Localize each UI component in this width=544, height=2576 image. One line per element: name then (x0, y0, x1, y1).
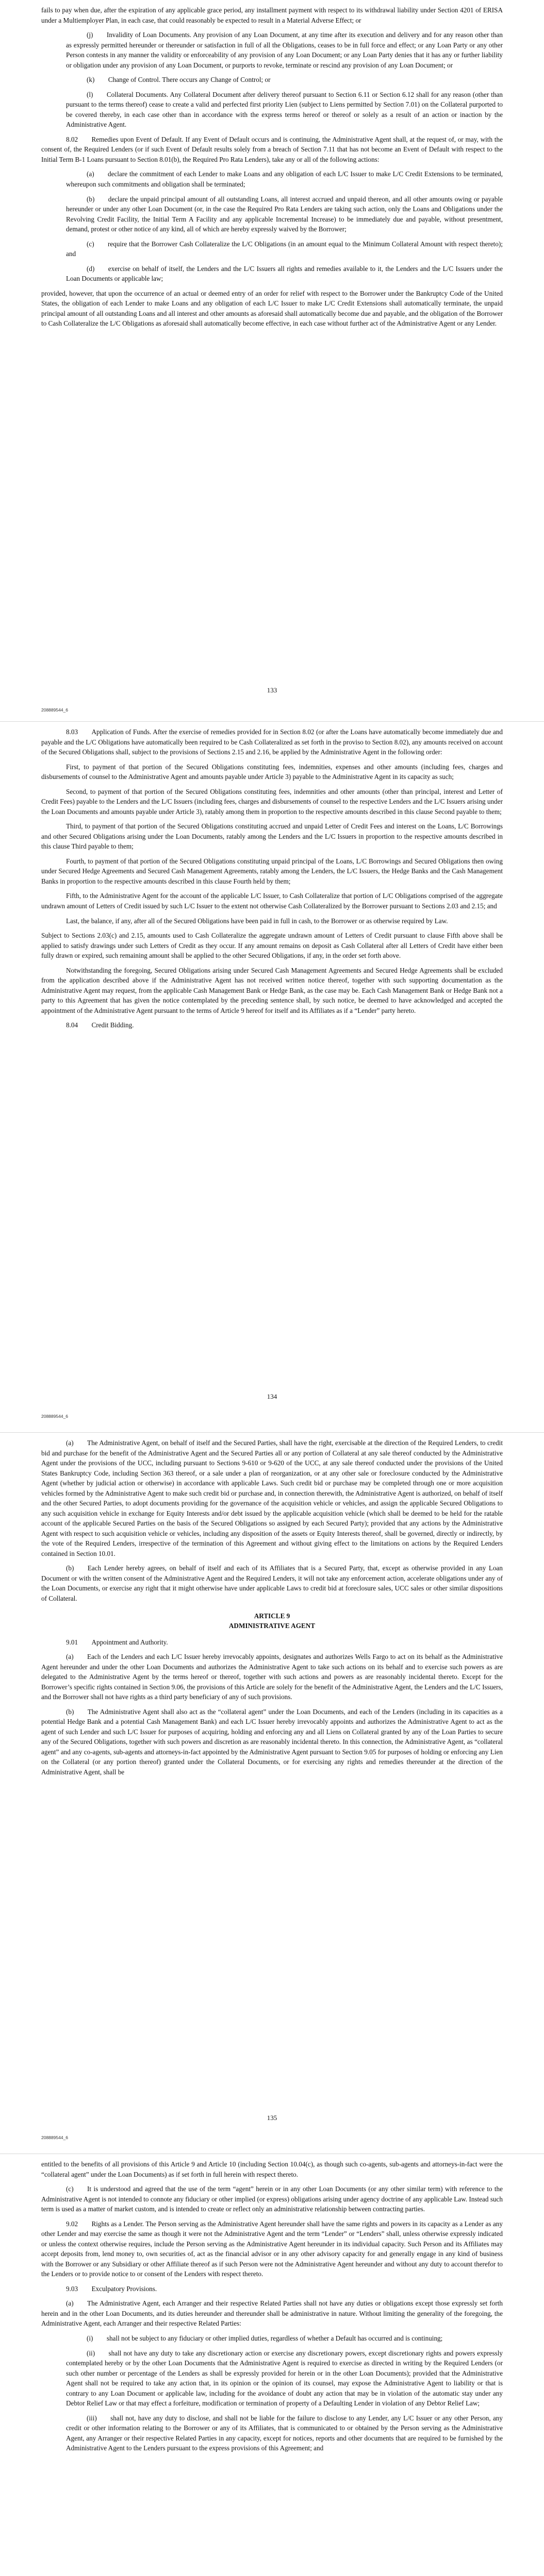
paragraph: (l) Collateral Documents. Any Collateral Document after delivery thereof pursuant to Section 6.11 or Section 6.12 shall for any reason (other than pursuant to the terms thereof) cease to create a valid and perfected first priority Lien (subject to Liens permitted by Section 7.01) on the Collateral purported to be covered thereby, in each case other than in accordance with the express terms hereof or thereof or solely as a result of an action or inaction by the Administrative Agent. (66, 90, 503, 129)
section-paragraph: 8.03 Application of Funds. After the exercise of remedies provided for in Section 8.02 (or after the Loans have automatically become immediately due and payable and the L/C Obligations have automatically been required to be Cash Collateralized as set forth in the proviso to Section 8.02), any amounts received on account of the Secured Obligations shall, subject to the provisions of Sections 2.15 and 2.16, be applied by the Administrative Agent in the following order: (41, 728, 503, 756)
paragraph: provided, however, that upon the occurrence of an actual or deemed entry of an order for relief with respect to the Borrower under the Bankruptcy Code of the United States, the obligation of each Lender to make Loans and any obligation of each L/C Issuer to make L/C Credit Extensions shall automatically terminate, the unpaid principal amount of all outstanding Loans and all interest and other amounts as aforesaid shall automatically become due and payable, and the obligation of the Borrower to Cash Collateralize the L/C Obligations as aforesaid shall automatically become effective, in each case without further act of the Administrative Agent or any Lender. (41, 289, 503, 328)
article-number: ARTICLE 9 (254, 1612, 290, 1620)
paragraph: (b) declare the unpaid principal amount of all outstanding Loans, all interest accrued and unpaid thereon, and all other amounts owing or payable hereunder or under any other Loan Document (or, in the case the Required Pro Rata Lenders are taking such action, only the Loans and Obligations under the Revolving Credit Facility, the Initial Term A Facility and any applicable Incremental Increase) to be immediately due and payable, without presentment, demand, protest or other notice of any kind, all of which are hereby expressly waived by the Borrower; (66, 195, 503, 233)
paragraph: (a) The Administrative Agent, on behalf of itself and the Secured Parties, shall have the right, exercisable at the direction of the Required Lenders, to credit bid and purchase for the benefit of the Administrative Agent and the Secured Parties all or any portion of Collateral at any sale thereof conducted by the Administrative Agent under the provisions of the UCC, including pursuant to Sections 9-610 or 9-620 of the UCC, at any sale thereof conducted under the provisions of the United States Bankruptcy Code, including Section 363 thereof, or a sale under a plan of reorganization, or at any other sale or foreclosure conducted by the Administrative Agent (whether by judicial action or otherwise) in accordance with applicable Laws. Such credit bid or purchase may be completed through one or more acquisition vehicles formed by the Administrative Agent to make such credit bid or purchase and, in connection therewith, the Administrative Agent is authorized, on behalf of itself and the other Secured Parties, to adopt documents providing for the governance of the acquisition vehicle or vehicles, and assign the applicable Secured Obligations to any such acquisition vehicle in exchange for Equity Interests and/or debt issued by the applicable acquisition vehicle (which shall be deemed to be held for the ratable account of the applicable Secured Parties on the basis of the Secured Obligations so assigned by each Secured Party); provided that any actions by the Administrative Agent with respect to such acquisition vehicle or vehicles, including any disposition of the assets or Equity Interests thereof, shall be governed, directly or indirectly, by the vote of the Required Lenders, irrespective of the termination of this Agreement and without giving effect to the limitations on actions by the Required Lenders contained in Section 10.01. (41, 1439, 503, 1557)
paragraph: Fifth, to the Administrative Agent for the account of the applicable L/C Issuer, to Cash Collateralize that portion of L/C Obligations comprised of the aggregate undrawn amount of Letters of Credit issued by such L/C Issuer to the extent not otherwise Cash Collateralized by the Borrower pursuant to Sections 2.03 and 2.15; and (41, 892, 503, 910)
paragraph: (b) Each Lender hereby agrees, on behalf of itself and each of its Affiliates that is a Secured Party, that, except as otherwise provided in any Loan Document or with the written consent of the Administrative Agent and the Required Lenders, it will not take any enforcement action, accelerate obligations under any of the Loan Documents, or exercise any right that it might otherwise have under applicable Laws to credit bid at foreclosure sales, UCC sales or other similar dispositions of Collateral. (41, 1564, 503, 1602)
page-number: 135 (267, 2114, 277, 2122)
paragraph: (a) declare the commitment of each Lender to make Loans and any obligation of each L/C Issuer to make L/C Credit Extensions to be terminated, whereupon such commitments and obligation shall be terminated; (66, 170, 503, 188)
page-number: 134 (267, 1393, 277, 1400)
paragraph: (j) Invalidity of Loan Documents. Any provision of any Loan Document, at any time after its execution and delivery and for any reason other than as expressly permitted hereunder or thereunder or satisfaction in full of all the Obligations, ceases to be in full force and effect; or any Loan Party or any other Person contests in any manner the validity or enforceability of any provision of any Loan Document; or any Loan Party denies that it has any or further liability or obligation under any provision of any Loan Document, or purports to revoke, terminate or rescind any provision of any Loan Document; or (66, 31, 503, 69)
section-paragraph: 8.02 Remedies upon Event of Default. If any Event of Default occurs and is continuing, the Administrative Agent shall, at the request of, or may, with the consent of, the Required Lenders (or if such Event of Default results solely from a breach of Section 7.11 that has not become an Event of Default with respect to the Initial Term B-1 Loans pursuant to Section 8.01(b), the Required Pro Rata Lenders), take any or all of the following actions: (41, 135, 503, 163)
article-title: ADMINISTRATIVE AGENT (228, 1622, 316, 1630)
paragraph: (k) Change of Control. There occurs any Change of Control; or (87, 76, 271, 84)
paragraph: Third, to payment of that portion of the Secured Obligations constituting accrued and unpaid Letter of Credit Fees and interest on the Loans, L/C Borrowings and other Secured Obligations arising under the Loan Documents, ratably among the Lenders and the L/C Issuers in proportion to the respective amounts described in this clause Third payable to them; (41, 822, 503, 851)
page-number: 133 (267, 686, 277, 694)
section-heading: 9.03 Exculpatory Provisions. (66, 2284, 157, 2293)
paragraph: Fourth, to payment of that portion of the Secured Obligations constituting unpaid principal of the Loans, L/C Borrowings and Secured Obligations then owing under Secured Hedge Agreements and Secured Cash Management Agreements, ratably among the Lenders, the L/C Issuers, the Hedge Banks and the Cash Management Banks in proportion to the respective amounts described in this clause Fourth held by them; (41, 857, 503, 885)
page-134 (0, 721, 544, 1432)
paragraph: entitled to the benefits of all provisions of this Article 9 and Article 10 (including Section 10.04(c), as though such co-agents, sub-agents and attorneys-in-fact were the “collateral agent” under the Loan Documents) as if set forth in full herein with respect thereto. (41, 2160, 503, 2178)
paragraph: (i) shall not be subject to any fiduciary or other implied duties, regardless of whether a Default has occurred and is continuing; (87, 2334, 443, 2342)
paragraph: (c) require that the Borrower Cash Collateralize the L/C Obligations (in an amount equal to the Minimum Collateral Amount with respect thereto); and (66, 240, 503, 258)
doc-id: 208889544_6 (41, 707, 69, 713)
section-heading: 9.01 Appointment and Authority. (66, 1638, 168, 1646)
paragraph: (iii) shall not, have any duty to disclose, and shall not be liable for the failure to disclose to any Lender, any L/C Issuer or any other Person, any credit or other information relating to the Borrower or any of its Affiliates, that is communicated to or obtained by the Person serving as the Administrative Agent, any Arranger or their respective Related Parties in any capacity, except for notices, reports and other documents that are required to be furnished by the Administrative Agent to the Lenders pursuant to the express provisions of this Agreement; and (66, 2414, 503, 2452)
paragraph: (c) It is understood and agreed that the use of the term “agent” herein or in any other Loan Documents (or any other similar term) with reference to the Administrative Agent is not intended to connote any fiduciary or other implied (or express) obligations arising under agency doctrine of any applicable Law. Instead such term is used as a matter of market custom, and is intended to create or reflect only an administrative relationship between contracting parties. (41, 2185, 503, 2213)
paragraph: Last, the balance, if any, after all of the Secured Obligations have been paid in full in cash, to the Borrower or as otherwise required by Law. (66, 917, 448, 925)
paragraph: fails to pay when due, after the expiration of any applicable grace period, any installment payment with respect to its withdrawal liability under Section 4201 of ERISA under a Multiemployer Plan, in each case, that could reasonably be expected to result in a Material Adverse Effect; or (41, 6, 503, 24)
doc-id: 208889544_6 (41, 1414, 69, 1419)
paragraph: Second, to payment of that portion of the Secured Obligations constituting fees, indemnities and other amounts (other than principal, interest and Letter of Credit Fees) payable to the Lenders and the L/C Issuers (including fees, charges and disbursements of counsel to the respective Lenders and the L/C Issuers arising under the Loan Documents and amounts payable under Article 3), ratably among them in proportion to the respective amounts described in this clause Second payable to them; (41, 787, 503, 816)
paragraph: (a) Each of the Lenders and each L/C Issuer hereby irrevocably appoints, designates and authorizes Wells Fargo to act on its behalf as the Administrative Agent hereunder and under the other Loan Documents and authorizes the Administrative Agent to take such actions on its behalf and to exercise such powers as are delegated to the Administrative Agent by the terms hereof or thereof, together with such actions and powers as are reasonably incidental thereto. Except for the Borrower’s specific rights contained in Section 9.06, the provisions of this Article are solely for the benefit of the Administrative Agent, the Lenders and the L/C Issuers, and the Borrower shall not have rights as a third party beneficiary of any of such provisions. (41, 1653, 503, 1701)
page-136 (0, 2154, 544, 2576)
paragraph: (a) The Administrative Agent, each Arranger and their respective Related Parties shall not have any duties or obligations except those expressly set forth herein and in the other Loan Documents, and its duties hereunder and thereunder shall be administrative in nature. Without limiting the generality of the foregoing, the Administrative Agent, each Arranger and their respective Related Parties: (41, 2299, 503, 2328)
section-heading: 8.04 Credit Bidding. (66, 1021, 134, 1029)
paragraph: (ii) shall not have any duty to take any discretionary action or exercise any discretionary powers, except discretionary rights and powers expressly contemplated hereby or by the other Loan Documents that the Administrative Agent is required to exercise as directed in writing by the Required Lenders (or such other number or percentage of the Lenders as shall be expressly provided for herein or in the other Loan Documents); provided that the Administrative Agent shall not be required to take any action that, in its opinion or the opinion of its counsel, may expose the Administrative Agent to liability or that is contrary to any Loan Document or applicable law, including for the avoidance of doubt any action that may be in violation of the automatic stay under any Debtor Relief Law or that may effect a forfeiture, modification or termination of property of a Defaulting Lender in violation of any Debtor Relief Law; (66, 2349, 503, 2408)
article-heading (41, 1611, 503, 1631)
doc-id: 208889544_6 (41, 2135, 69, 2140)
paragraph: First, to payment of that portion of the Secured Obligations constituting fees, indemnities, expenses and other amounts (including fees, charges and disbursements of counsel to the Administrative Agent and amounts payable under Article 3) payable to the Administrative Agent in its capacity as such; (41, 762, 503, 781)
page-133 (0, 0, 544, 721)
paragraph: (d) exercise on behalf of itself, the Lenders and the L/C Issuers all rights and remedies available to it, the Lenders and the L/C Issuers under the Loan Documents or applicable law; (66, 264, 503, 283)
paragraph: (b) The Administrative Agent shall also act as the “collateral agent” under the Loan Documents, and each of the Lenders (including in its capacities as a potential Hedge Bank and a potential Cash Management Bank) and each L/C Issuer hereby irrevocably appoints and authorizes the Administrative Agent to act as the agent of such Lender and such L/C Issuer for purposes of acquiring, holding and enforcing any and all Liens on Collateral granted by any of the Loan Parties to secure any of the Secured Obligations, together with such powers and discretion as are reasonably incidental thereto. In this connection, the Administrative Agent, as “collateral agent” and any co-agents, sub-agents and attorneys-in-fact appointed by the Administrative Agent pursuant to Section 9.05 for purposes of holding or enforcing any Lien on the Collateral (or any portion thereof) granted under the Collateral Documents, or for exercising any rights and remedies thereunder at the direction of the Administrative Agent, shall be (41, 1707, 503, 1776)
section-paragraph: 9.02 Rights as a Lender. The Person serving as the Administrative Agent hereunder shall have the same rights and powers in its capacity as a Lender as any other Lender and may exercise the same as though it were not the Administrative Agent and the term “Lender” or “Lenders” shall, unless otherwise expressly indicated or unless the context otherwise requires, include the Person serving as the Administrative Agent hereunder in its individual capacity. Such Person and its Affiliates may accept deposits from, lend money to, own securities of, act as the financial advisor or in any other advisory capacity for and generally engage in any kind of business with the Borrower or any Subsidiary or other Affiliate thereof as if such Person were not the Administrative Agent hereunder and without any duty to account therefor to the Lenders or to provide notice to or consent of the Lenders with respect thereto. (41, 2219, 503, 2278)
paragraph: Notwithstanding the foregoing, Secured Obligations arising under Secured Cash Management Agreements and Secured Hedge Agreements shall be excluded from the application described above if the Administrative Agent has not received written notice thereof, together with such supporting documentation as the Administrative Agent may request, from the applicable Cash Management Bank or Hedge Bank, as the case may be. Each Cash Management Bank or Hedge Bank not a party to this Agreement that has given the notice contemplated by the preceding sentence shall, by such notice, be deemed to have acknowledged and accepted the appointment of the Administrative Agent pursuant to the terms of Article 9 hereof for itself and its Affiliates as if a “Lender” party hereto. (41, 966, 503, 1014)
page-135 (0, 1432, 544, 2154)
paragraph: Subject to Sections 2.03(c) and 2.15, amounts used to Cash Collateralize the aggregate undrawn amount of Letters of Credit pursuant to clause Fifth above shall be applied to satisfy drawings under such Letters of Credit as they occur. If any amount remains on deposit as Cash Collateral after all Letters of Credit have either been fully drawn or expired, such remaining amount shall be applied to the other Secured Obligations, if any, in the order set forth above. (41, 931, 503, 960)
